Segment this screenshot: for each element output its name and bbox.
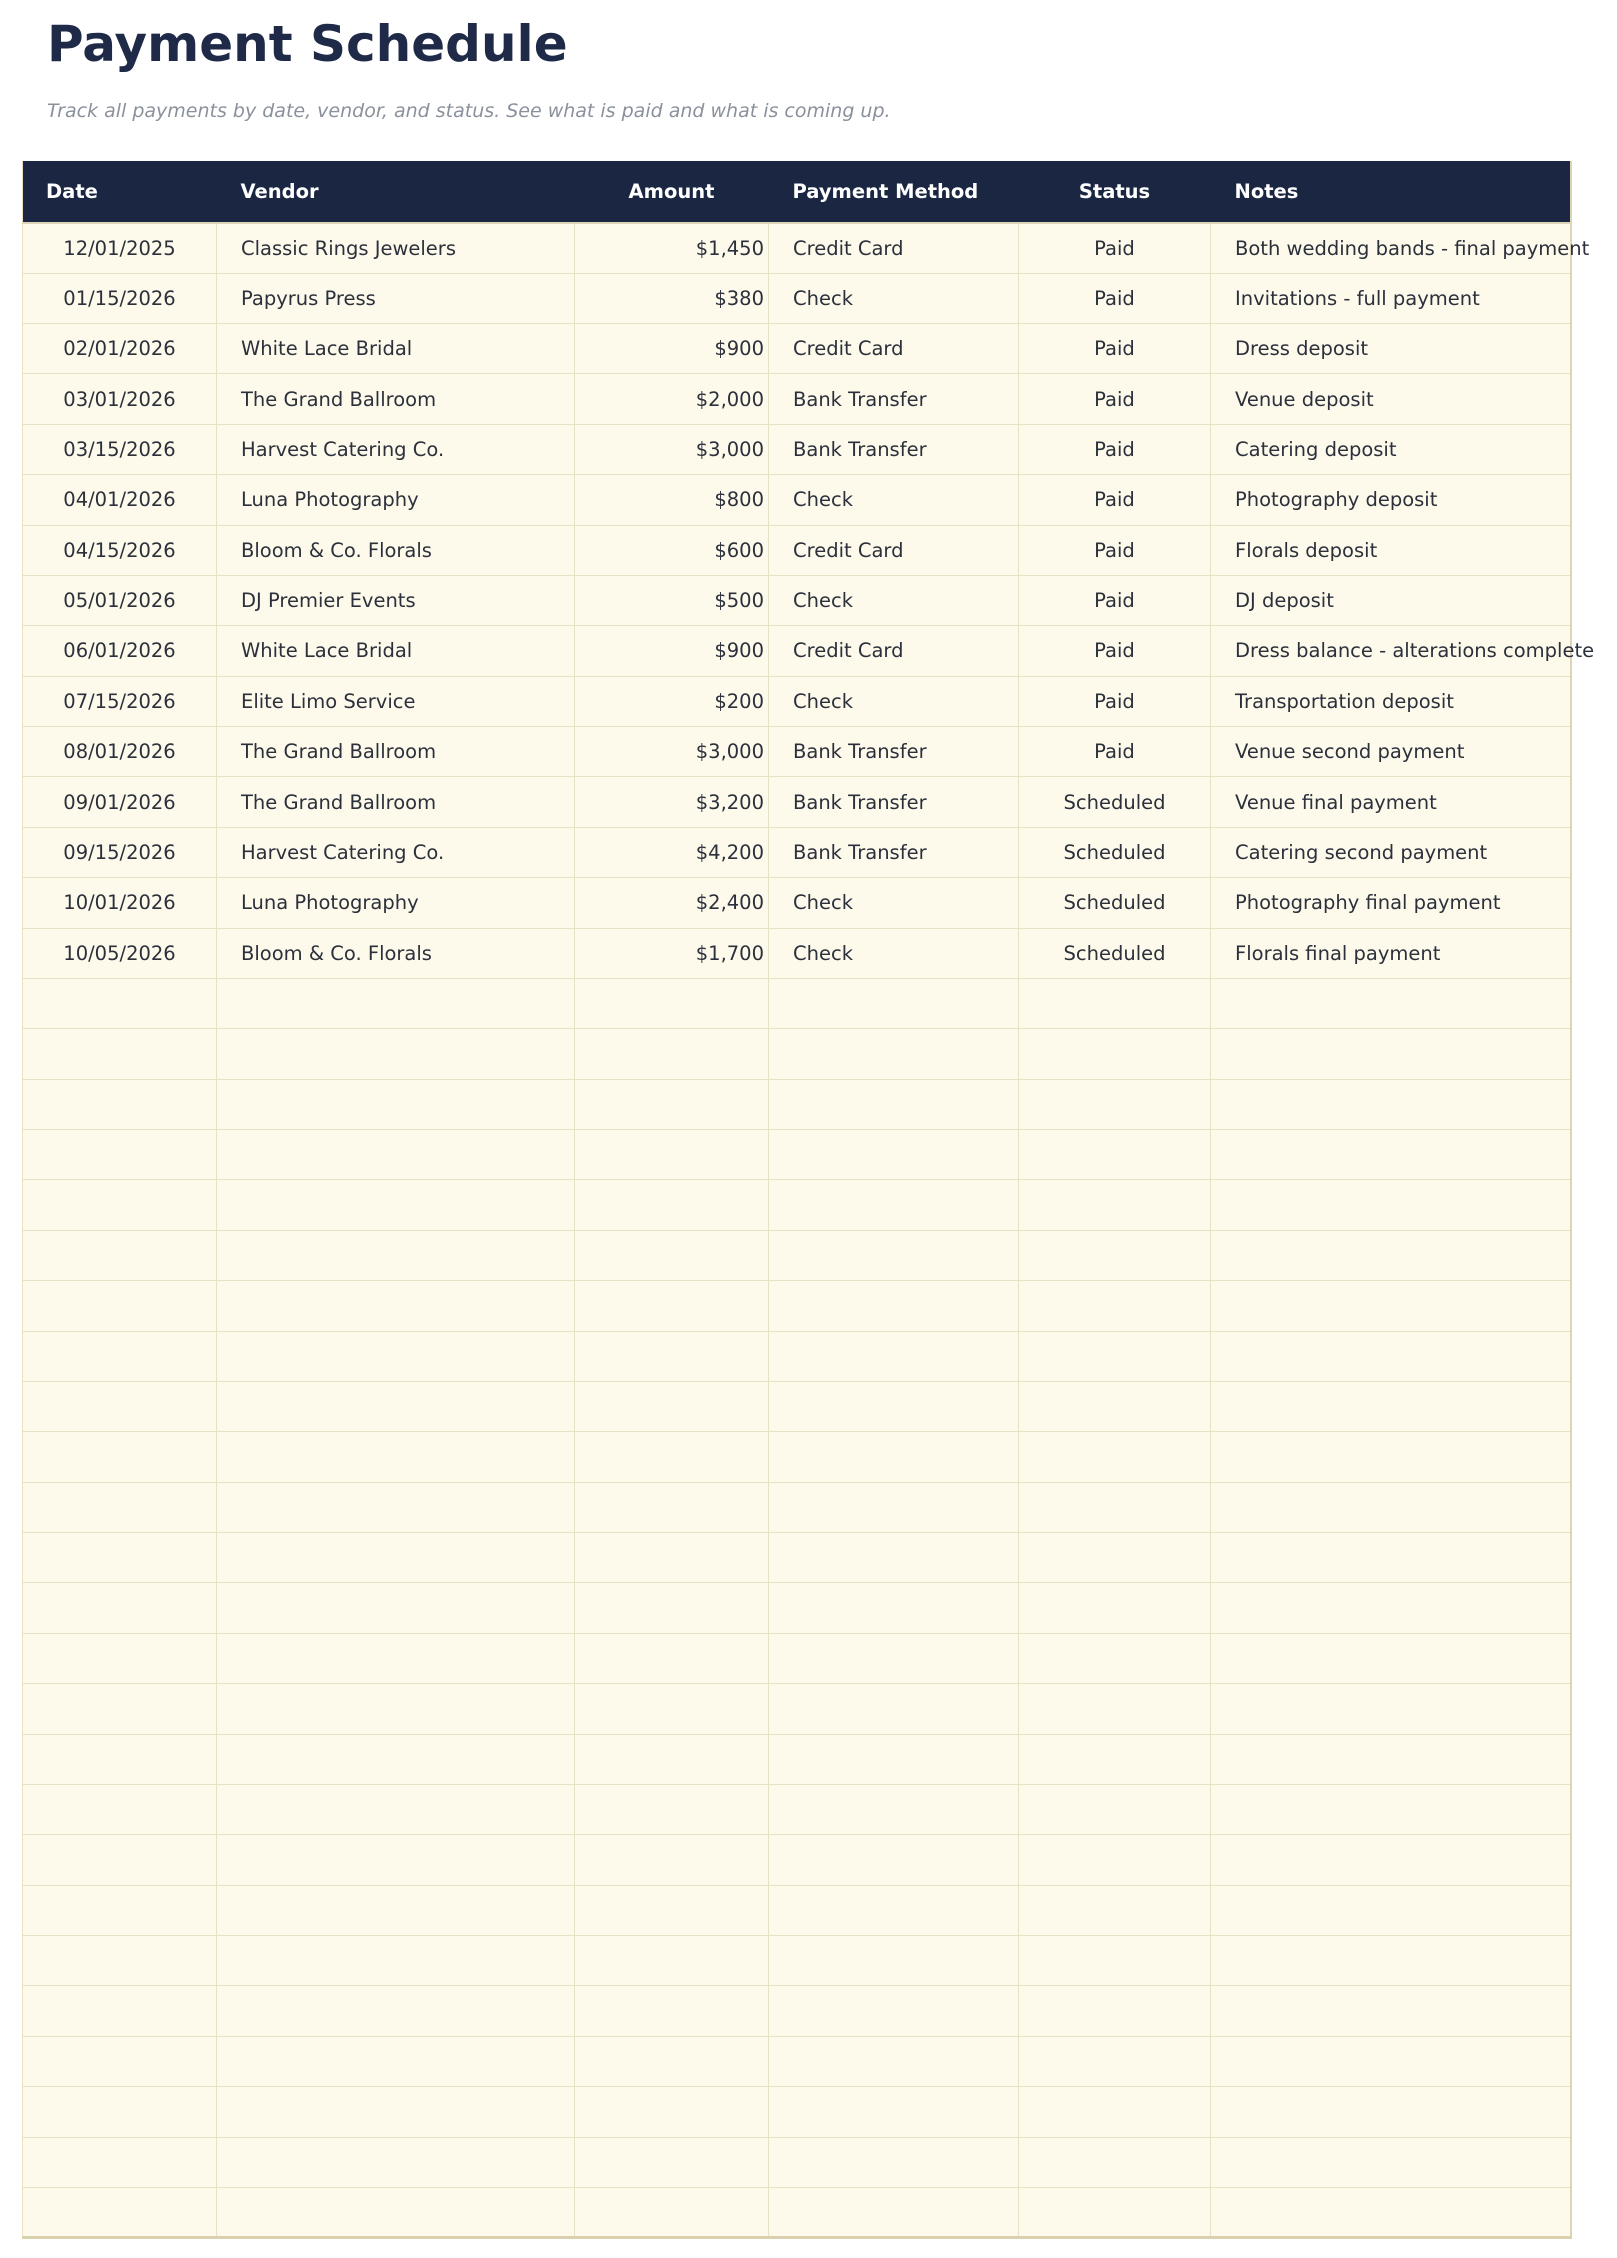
cell-notes: Both wedding bands - final payment	[1211, 223, 1571, 273]
cell-date: 12/01/2025	[23, 223, 217, 273]
empty-cell-payment_method	[769, 2036, 1019, 2086]
empty-cell-status	[1019, 1936, 1211, 1986]
empty-cell-payment_method	[769, 1684, 1019, 1734]
empty-cell-payment_method	[769, 1885, 1019, 1935]
table-row	[23, 777, 1571, 827]
empty-cell-vendor	[217, 978, 575, 1028]
empty-cell-status	[1019, 1885, 1211, 1935]
column-header-payment-method: Payment Method	[769, 161, 1019, 223]
empty-cell-amount	[575, 1482, 769, 1532]
cell-vendor: The Grand Ballroom	[217, 777, 575, 827]
empty-cell-notes	[1211, 2087, 1571, 2137]
empty-cell-vendor	[217, 1331, 575, 1381]
empty-cell-date	[23, 1936, 217, 1986]
empty-row	[23, 1130, 1571, 1180]
empty-row	[23, 1281, 1571, 1331]
cell-amount: $1,450	[575, 223, 769, 273]
cell-status: Scheduled	[1019, 827, 1211, 877]
cell-payment_method: Bank Transfer	[769, 777, 1019, 827]
empty-cell-amount	[575, 1734, 769, 1784]
empty-cell-vendor	[217, 1583, 575, 1633]
cell-payment_method: Check	[769, 928, 1019, 978]
empty-cell-vendor	[217, 1180, 575, 1230]
empty-cell-date	[23, 1281, 217, 1331]
empty-cell-status	[1019, 1734, 1211, 1784]
cell-vendor: Papyrus Press	[217, 273, 575, 323]
cell-amount: $1,700	[575, 928, 769, 978]
empty-cell-amount	[575, 1835, 769, 1885]
empty-cell-vendor	[217, 1533, 575, 1583]
empty-cell-vendor	[217, 1885, 575, 1935]
empty-cell-status	[1019, 1835, 1211, 1885]
empty-cell-status	[1019, 1029, 1211, 1079]
empty-cell-notes	[1211, 2137, 1571, 2187]
empty-cell-amount	[575, 1281, 769, 1331]
table-row	[23, 827, 1571, 877]
table-row	[23, 273, 1571, 323]
empty-cell-notes	[1211, 2187, 1571, 2237]
cell-amount: $3,200	[575, 777, 769, 827]
cell-status: Scheduled	[1019, 777, 1211, 827]
empty-cell-status	[1019, 2187, 1211, 2237]
empty-cell-amount	[575, 1029, 769, 1079]
cell-date: 07/15/2026	[23, 676, 217, 726]
cell-amount: $380	[575, 273, 769, 323]
cell-vendor: Classic Rings Jewelers	[217, 223, 575, 273]
cell-date: 02/01/2026	[23, 324, 217, 374]
cell-notes: Invitations - full payment	[1211, 273, 1571, 323]
empty-cell-amount	[575, 1230, 769, 1280]
empty-cell-status	[1019, 1533, 1211, 1583]
cell-status: Paid	[1019, 575, 1211, 625]
cell-amount: $2,400	[575, 878, 769, 928]
cell-payment_method: Bank Transfer	[769, 424, 1019, 474]
empty-cell-status	[1019, 1381, 1211, 1431]
empty-cell-notes	[1211, 1986, 1571, 2036]
empty-cell-vendor	[217, 1936, 575, 1986]
cell-vendor: The Grand Ballroom	[217, 727, 575, 777]
empty-cell-notes	[1211, 1784, 1571, 1834]
cell-vendor: Harvest Catering Co.	[217, 827, 575, 877]
empty-row	[23, 978, 1571, 1028]
empty-cell-vendor	[217, 1432, 575, 1482]
empty-row	[23, 1734, 1571, 1784]
empty-row	[23, 1784, 1571, 1834]
cell-date: 04/15/2026	[23, 525, 217, 575]
payment-schedule-table	[22, 161, 1595, 2240]
table-row	[23, 878, 1571, 928]
empty-row	[23, 1835, 1571, 1885]
cell-vendor: The Grand Ballroom	[217, 374, 575, 424]
empty-cell-notes	[1211, 2036, 1571, 2086]
empty-cell-vendor	[217, 1029, 575, 1079]
empty-cell-status	[1019, 2036, 1211, 2086]
empty-cell-vendor	[217, 1734, 575, 1784]
table-body	[23, 223, 1595, 2238]
cell-date: 03/01/2026	[23, 374, 217, 424]
empty-cell-date	[23, 1986, 217, 2036]
empty-cell-notes	[1211, 978, 1571, 1028]
table-row	[23, 928, 1571, 978]
empty-cell-vendor	[217, 1381, 575, 1431]
empty-cell-amount	[575, 2187, 769, 2237]
empty-cell-payment_method	[769, 1583, 1019, 1633]
empty-cell-notes	[1211, 1281, 1571, 1331]
empty-cell-payment_method	[769, 1986, 1019, 2036]
empty-cell-amount	[575, 978, 769, 1028]
empty-cell-date	[23, 1684, 217, 1734]
empty-row	[23, 1885, 1571, 1935]
cell-amount: $600	[575, 525, 769, 575]
empty-cell-date	[23, 1029, 217, 1079]
cell-date: 10/01/2026	[23, 878, 217, 928]
empty-cell-status	[1019, 1684, 1211, 1734]
header-row	[23, 161, 1571, 223]
cell-date: 10/05/2026	[23, 928, 217, 978]
empty-cell-vendor	[217, 1633, 575, 1683]
empty-cell-amount	[575, 1079, 769, 1129]
empty-cell-notes	[1211, 1684, 1571, 1734]
empty-cell-notes	[1211, 1029, 1571, 1079]
cell-date: 06/01/2026	[23, 626, 217, 676]
empty-cell-status	[1019, 1331, 1211, 1381]
cell-date: 03/15/2026	[23, 424, 217, 474]
empty-cell-notes	[1211, 1180, 1571, 1230]
cell-notes: DJ deposit	[1211, 575, 1571, 625]
empty-row	[23, 1583, 1571, 1633]
empty-cell-date	[23, 1180, 217, 1230]
empty-cell-payment_method	[769, 1734, 1019, 1784]
cell-vendor: White Lace Bridal	[217, 626, 575, 676]
empty-cell-vendor	[217, 2187, 575, 2237]
empty-cell-status	[1019, 1633, 1211, 1683]
cell-amount: $4,200	[575, 827, 769, 877]
empty-row	[23, 1533, 1571, 1583]
empty-cell-notes	[1211, 1583, 1571, 1633]
empty-cell-status	[1019, 1180, 1211, 1230]
empty-cell-payment_method	[769, 1835, 1019, 1885]
cell-date: 04/01/2026	[23, 475, 217, 525]
empty-cell-payment_method	[769, 1533, 1019, 1583]
empty-cell-status	[1019, 1230, 1211, 1280]
empty-cell-status	[1019, 1482, 1211, 1532]
empty-row	[23, 1432, 1571, 1482]
empty-cell-vendor	[217, 1230, 575, 1280]
cell-notes: Dress deposit	[1211, 324, 1571, 374]
empty-cell-status	[1019, 978, 1211, 1028]
empty-row	[23, 1684, 1571, 1734]
empty-cell-amount	[575, 1583, 769, 1633]
cell-status: Paid	[1019, 727, 1211, 777]
empty-cell-vendor	[217, 1130, 575, 1180]
empty-cell-date	[23, 1381, 217, 1431]
empty-cell-notes	[1211, 1130, 1571, 1180]
empty-row	[23, 2036, 1571, 2086]
empty-cell-notes	[1211, 1835, 1571, 1885]
empty-cell-amount	[575, 1633, 769, 1683]
cell-status: Paid	[1019, 676, 1211, 726]
cell-amount: $200	[575, 676, 769, 726]
cell-payment_method: Bank Transfer	[769, 374, 1019, 424]
empty-cell-notes	[1211, 1230, 1571, 1280]
empty-cell-notes	[1211, 1331, 1571, 1381]
cell-status: Paid	[1019, 324, 1211, 374]
empty-cell-date	[23, 1885, 217, 1935]
empty-cell-vendor	[217, 2036, 575, 2086]
empty-cell-amount	[575, 1180, 769, 1230]
table-row	[23, 475, 1571, 525]
cell-vendor: Luna Photography	[217, 878, 575, 928]
cell-notes: Florals deposit	[1211, 525, 1571, 575]
empty-cell-payment_method	[769, 1482, 1019, 1532]
empty-cell-status	[1019, 2137, 1211, 2187]
cell-status: Scheduled	[1019, 928, 1211, 978]
empty-cell-amount	[575, 2087, 769, 2137]
cell-vendor: Harvest Catering Co.	[217, 424, 575, 474]
cell-amount: $900	[575, 626, 769, 676]
empty-cell-amount	[575, 1684, 769, 1734]
empty-cell-status	[1019, 1130, 1211, 1180]
cell-amount: $3,000	[575, 424, 769, 474]
empty-cell-date	[23, 1482, 217, 1532]
empty-cell-date	[23, 1432, 217, 1482]
empty-cell-date	[23, 1784, 217, 1834]
cell-status: Paid	[1019, 626, 1211, 676]
column-header-date: Date	[23, 161, 217, 223]
empty-row	[23, 1936, 1571, 1986]
cell-vendor: Bloom & Co. Florals	[217, 525, 575, 575]
cell-payment_method: Credit Card	[769, 626, 1019, 676]
empty-cell-payment_method	[769, 2137, 1019, 2187]
cell-notes: Catering second payment	[1211, 827, 1571, 877]
column-header-notes: Notes	[1211, 161, 1571, 223]
empty-cell-notes	[1211, 1482, 1571, 1532]
cell-notes: Venue second payment	[1211, 727, 1571, 777]
empty-cell-amount	[575, 2137, 769, 2187]
cell-status: Paid	[1019, 525, 1211, 575]
cell-status: Paid	[1019, 475, 1211, 525]
empty-cell-date	[23, 2137, 217, 2187]
empty-row	[23, 1079, 1571, 1129]
cell-payment_method: Check	[769, 575, 1019, 625]
empty-cell-payment_method	[769, 1936, 1019, 1986]
empty-cell-status	[1019, 1079, 1211, 1129]
empty-cell-amount	[575, 1130, 769, 1180]
cell-payment_method: Credit Card	[769, 223, 1019, 273]
cell-status: Paid	[1019, 273, 1211, 323]
empty-cell-amount	[575, 1885, 769, 1935]
empty-row	[23, 1331, 1571, 1381]
empty-cell-date	[23, 2187, 217, 2237]
empty-cell-notes	[1211, 1936, 1571, 1986]
cell-status: Scheduled	[1019, 878, 1211, 928]
cell-date: 09/01/2026	[23, 777, 217, 827]
empty-cell-payment_method	[769, 1784, 1019, 1834]
cell-notes: Florals final payment	[1211, 928, 1571, 978]
column-header-vendor: Vendor	[217, 161, 575, 223]
cell-vendor: DJ Premier Events	[217, 575, 575, 625]
column-header-status: Status	[1019, 161, 1211, 223]
empty-cell-payment_method	[769, 1079, 1019, 1129]
cell-payment_method: Check	[769, 273, 1019, 323]
empty-cell-vendor	[217, 1482, 575, 1532]
empty-row	[23, 1482, 1571, 1532]
empty-cell-amount	[575, 1331, 769, 1381]
empty-cell-notes	[1211, 1734, 1571, 1784]
empty-cell-amount	[575, 1432, 769, 1482]
empty-cell-vendor	[217, 2137, 575, 2187]
empty-cell-status	[1019, 1986, 1211, 2036]
cell-date: 05/01/2026	[23, 575, 217, 625]
empty-cell-status	[1019, 2087, 1211, 2137]
empty-cell-payment_method	[769, 1029, 1019, 1079]
empty-cell-date	[23, 1734, 217, 1784]
cell-vendor: White Lace Bridal	[217, 324, 575, 374]
cell-amount: $2,000	[575, 374, 769, 424]
table-row	[23, 324, 1571, 374]
empty-row	[23, 2087, 1571, 2137]
empty-cell-notes	[1211, 1079, 1571, 1129]
empty-cell-date	[23, 1835, 217, 1885]
cell-notes: Catering deposit	[1211, 424, 1571, 474]
empty-cell-date	[23, 1079, 217, 1129]
empty-cell-notes	[1211, 1885, 1571, 1935]
empty-cell-vendor	[217, 2087, 575, 2137]
table-row	[23, 676, 1571, 726]
empty-row	[23, 2187, 1571, 2237]
cell-amount: $800	[575, 475, 769, 525]
empty-cell-amount	[575, 1784, 769, 1834]
cell-payment_method: Bank Transfer	[769, 727, 1019, 777]
empty-cell-date	[23, 1633, 217, 1683]
empty-cell-payment_method	[769, 1180, 1019, 1230]
table-row	[23, 525, 1571, 575]
table-row	[23, 424, 1571, 474]
cell-amount: $900	[575, 324, 769, 374]
cell-payment_method: Check	[769, 676, 1019, 726]
empty-cell-status	[1019, 1784, 1211, 1834]
cell-notes: Venue final payment	[1211, 777, 1571, 827]
empty-cell-payment_method	[769, 978, 1019, 1028]
empty-cell-payment_method	[769, 2187, 1019, 2237]
cell-status: Paid	[1019, 424, 1211, 474]
empty-row	[23, 1633, 1571, 1683]
cell-notes: Photography final payment	[1211, 878, 1571, 928]
empty-cell-status	[1019, 1432, 1211, 1482]
column-header-amount: Amount	[575, 161, 769, 223]
empty-row	[23, 1180, 1571, 1230]
empty-row	[23, 1381, 1571, 1431]
empty-cell-status	[1019, 1583, 1211, 1633]
empty-cell-date	[23, 1533, 217, 1583]
empty-cell-notes	[1211, 1633, 1571, 1683]
page-subtitle: Track all payments by date, vendor, and status. See what is paid and what is coming up.	[47, 100, 891, 122]
empty-cell-date	[23, 978, 217, 1028]
empty-cell-vendor	[217, 1835, 575, 1885]
empty-cell-date	[23, 2087, 217, 2137]
cell-status: Paid	[1019, 374, 1211, 424]
empty-cell-amount	[575, 1533, 769, 1583]
empty-cell-payment_method	[769, 1432, 1019, 1482]
empty-row	[23, 1029, 1571, 1079]
empty-cell-date	[23, 1331, 217, 1381]
empty-cell-vendor	[217, 1784, 575, 1834]
empty-cell-payment_method	[769, 1633, 1019, 1683]
cell-date: 01/15/2026	[23, 273, 217, 323]
empty-cell-amount	[575, 2036, 769, 2086]
empty-cell-vendor	[217, 1079, 575, 1129]
empty-cell-vendor	[217, 1684, 575, 1734]
table-row	[23, 374, 1571, 424]
page-title: Payment Schedule	[47, 15, 568, 73]
table-header	[23, 161, 1571, 223]
cell-vendor: Luna Photography	[217, 475, 575, 525]
cell-payment_method: Credit Card	[769, 324, 1019, 374]
empty-cell-date	[23, 2036, 217, 2086]
cell-payment_method: Credit Card	[769, 525, 1019, 575]
cell-vendor: Bloom & Co. Florals	[217, 928, 575, 978]
cell-date: 08/01/2026	[23, 727, 217, 777]
empty-row	[23, 1986, 1571, 2036]
empty-cell-vendor	[217, 1281, 575, 1331]
empty-cell-date	[23, 1130, 217, 1180]
empty-cell-date	[23, 1230, 217, 1280]
table-row	[23, 223, 1571, 273]
cell-notes: Venue deposit	[1211, 374, 1571, 424]
cell-status: Paid	[1019, 223, 1211, 273]
empty-cell-date	[23, 1583, 217, 1633]
empty-cell-amount	[575, 1986, 769, 2036]
empty-cell-payment_method	[769, 1130, 1019, 1180]
empty-cell-status	[1019, 1281, 1211, 1331]
empty-cell-payment_method	[769, 1381, 1019, 1431]
cell-notes: Transportation deposit	[1211, 676, 1571, 726]
table-row	[23, 727, 1571, 777]
cell-payment_method: Check	[769, 475, 1019, 525]
empty-cell-payment_method	[769, 1230, 1019, 1280]
empty-cell-vendor	[217, 1986, 575, 2036]
table-row	[23, 626, 1571, 676]
empty-cell-notes	[1211, 1432, 1571, 1482]
cell-date: 09/15/2026	[23, 827, 217, 877]
cell-amount: $500	[575, 575, 769, 625]
empty-cell-amount	[575, 1936, 769, 1986]
empty-cell-payment_method	[769, 1331, 1019, 1381]
empty-cell-notes	[1211, 1381, 1571, 1431]
cell-payment_method: Bank Transfer	[769, 827, 1019, 877]
empty-row	[23, 1230, 1571, 1280]
cell-vendor: Elite Limo Service	[217, 676, 575, 726]
empty-cell-amount	[575, 1381, 769, 1431]
table-row	[23, 575, 1571, 625]
cell-notes: Photography deposit	[1211, 475, 1571, 525]
cell-notes: Dress balance - alterations complete	[1211, 626, 1571, 676]
empty-row	[23, 2137, 1571, 2187]
empty-cell-payment_method	[769, 1281, 1019, 1331]
empty-cell-notes	[1211, 1533, 1571, 1583]
cell-amount: $3,000	[575, 727, 769, 777]
empty-cell-payment_method	[769, 2087, 1019, 2137]
cell-payment_method: Check	[769, 878, 1019, 928]
